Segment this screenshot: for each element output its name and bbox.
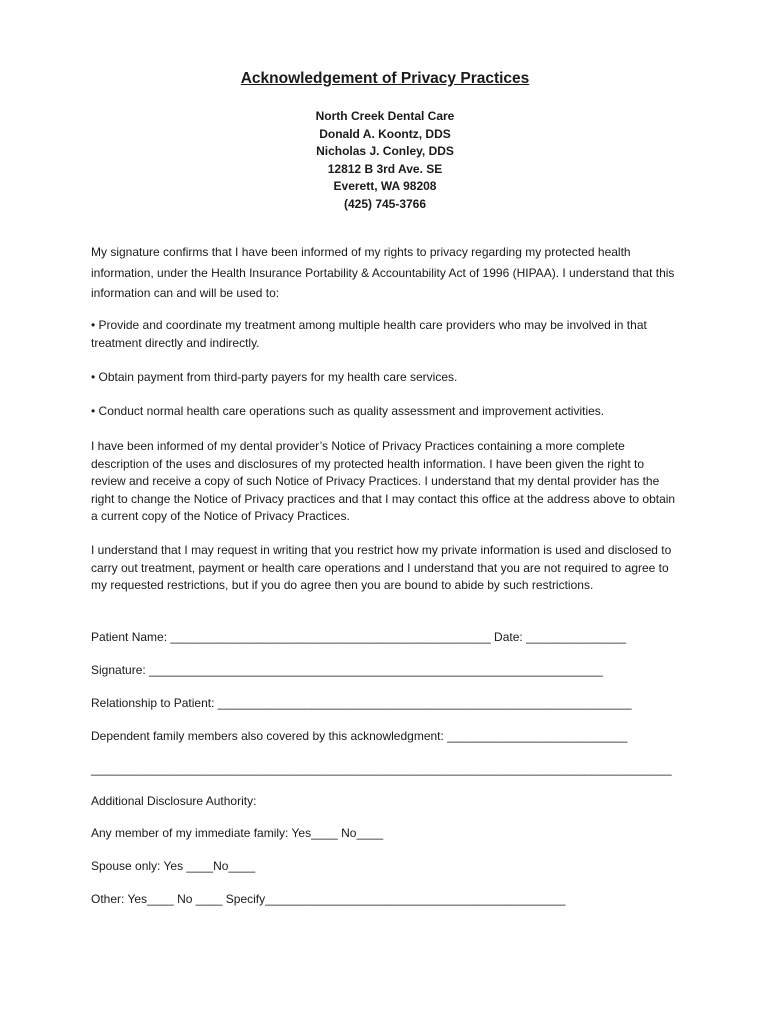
- practice-name: North Creek Dental Care: [315, 109, 455, 123]
- document-title: Acknowledgement of Privacy Practices: [240, 70, 530, 87]
- notice-paragraph: I have been informed of my dental provider’s Notice of Privacy Practices containing a more complete description of the uses and disclosures of my protected health information. I have been given the right to review and receive a copy of such Notice of Privacy Practices. I understand that my dental provider has the right to change the Notice of Privacy practices and that I may contact this office at the address above to obtain a current copy of the Notice of Privacy Practices.: [91, 439, 676, 523]
- doctor-name: Donald A. Koontz, DDS: [319, 126, 451, 141]
- restrictions-paragraph: I understand that I may request in writing that you restrict how my private information is used and disclosed to carry out treatment, payment or health care operations and I understand that you are not required to agree to my requested restrictions, but if you do agree then you are bound to abide by such restrictions.: [91, 543, 672, 592]
- bullet-item: • Provide and coordinate my treatment among multiple health care providers who may be involved in that treatment directly and indirectly.: [91, 318, 647, 350]
- other-specify-field[interactable]: Other: Yes____ No ____ Specify_____________________________________________: [91, 892, 566, 906]
- phone-number: (425) 745-3766: [343, 196, 427, 211]
- address-line: 12812 B 3rd Ave. SE: [327, 161, 443, 176]
- bullet-item: • Conduct normal health care operations such as quality assessment and improvement activities.: [91, 404, 605, 418]
- dependents-continuation-line[interactable]: _______________________________________________________________________________________: [91, 762, 672, 776]
- dependents-field[interactable]: Dependent family members also covered by this acknowledgment: ___________________________: [91, 729, 628, 743]
- signature-field[interactable]: Signature: ____________________________________________________________________: [91, 663, 603, 677]
- immediate-family-field[interactable]: Any member of my immediate family: Yes____ No____: [91, 826, 384, 840]
- relationship-field[interactable]: Relationship to Patient: ______________________________________________________________: [91, 696, 632, 710]
- intro-paragraph: My signature confirms that I have been informed of my rights to privacy regarding my protected health information, under the Health Insurance Portability & Accountability Act of 1996 (HIPAA). I understand that this information can and will be used to:: [91, 245, 675, 300]
- doctor-name: Nicholas J. Conley, DDS: [316, 144, 454, 158]
- practice-header: [0, 108, 770, 213]
- address-line: Everett, WA 98208: [333, 179, 437, 193]
- bullet-item: • Obtain payment from third-party payers for my health care services.: [91, 370, 458, 384]
- additional-disclosure-heading: Additional Disclosure Authority:: [91, 794, 257, 808]
- patient-name-date-field[interactable]: Patient Name: ________________________________________________ Date: _______________: [91, 630, 627, 644]
- spouse-only-field[interactable]: Spouse only: Yes ____No____: [91, 859, 256, 873]
